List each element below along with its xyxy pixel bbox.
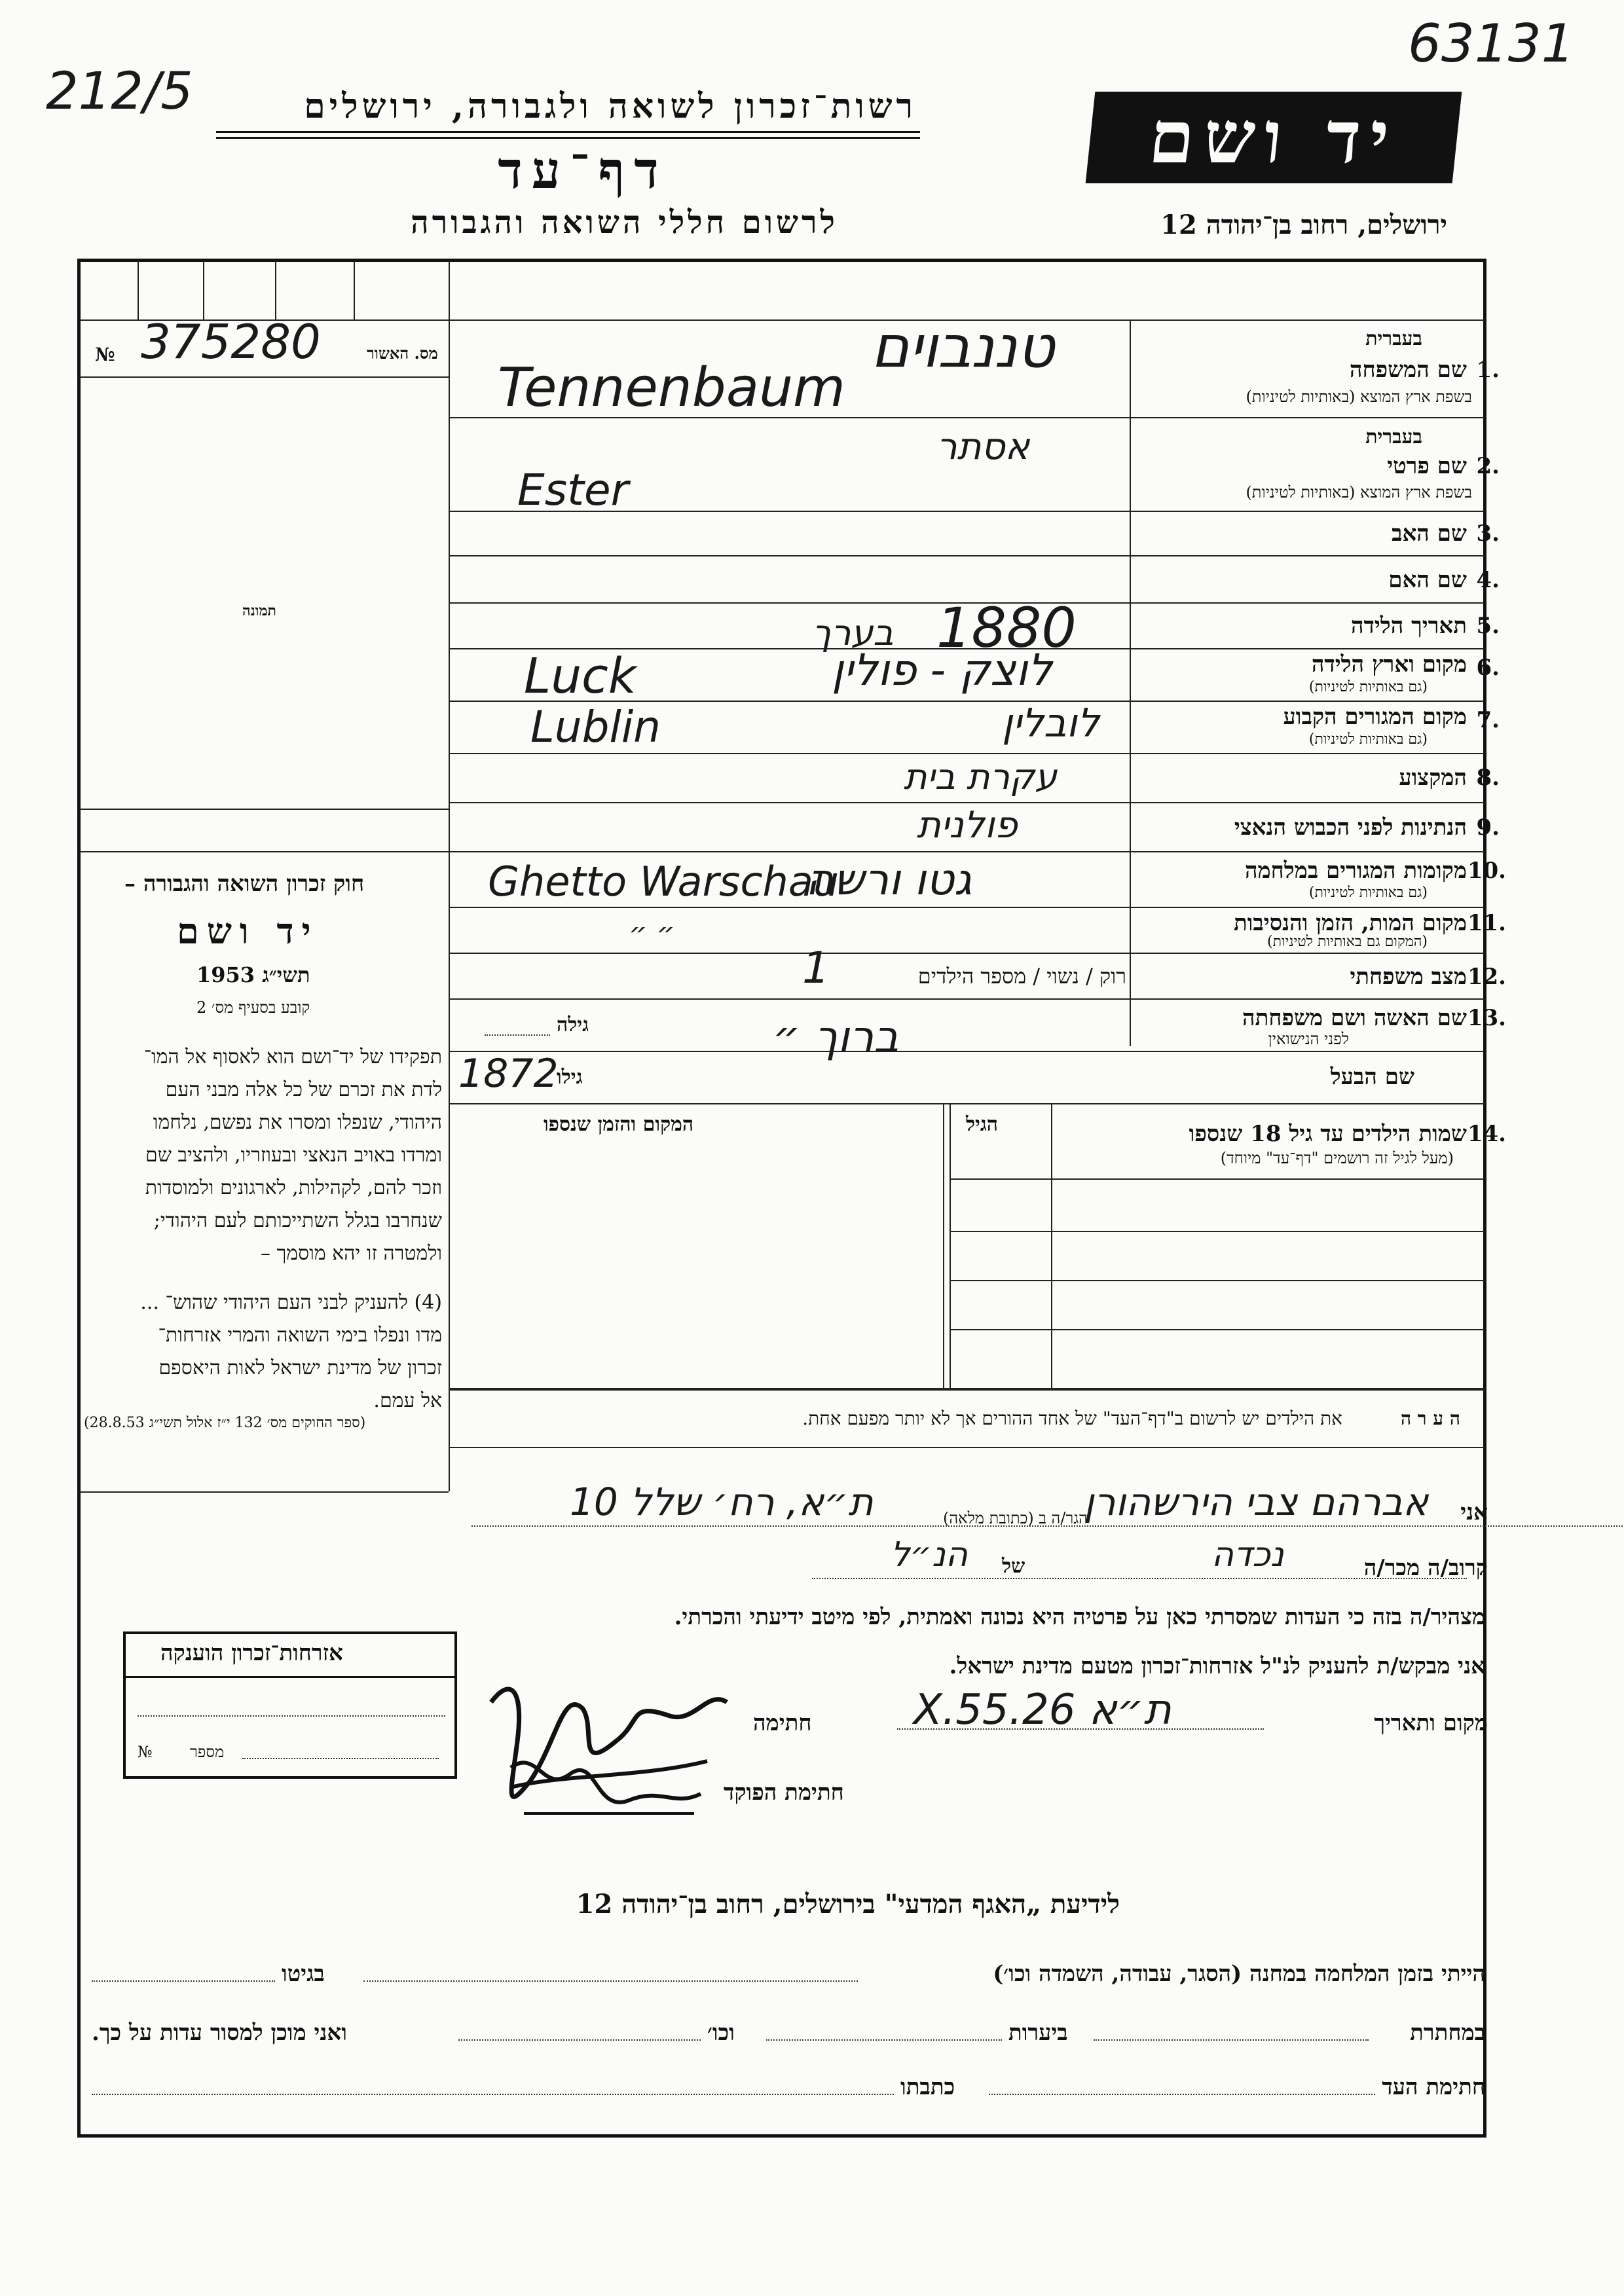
info-underground-label: במחתרת (1410, 2020, 1485, 2046)
citizenship-number-label: מספר (190, 1743, 225, 1761)
citizenship-no-sign: № (138, 1743, 153, 1761)
yad-vashem-logo: יד ושם (1086, 92, 1462, 183)
field-10-value-latin: Ghetto Warschau (488, 858, 840, 905)
field-12-number: 12. (1467, 964, 1506, 990)
info-camp-label: הייתי בזמן המלחמה במחנה (הסגר, עבודה, השמדה וכו׳) (993, 1961, 1485, 1987)
field-11-number: 11. (1467, 910, 1506, 936)
field-11-sub: (המקום גם באותיות לטיניות) (1267, 934, 1428, 950)
approval-number-value: 375280 (141, 314, 321, 369)
info-etc-label: וכו׳ (707, 2020, 735, 2046)
field-8-value: עקרת בית (904, 756, 1058, 797)
top-grid-divider (275, 261, 276, 319)
row-line (449, 851, 1485, 852)
law-line: ולמטרה זו יהא מוסמך – (261, 1242, 442, 1265)
row-line (449, 1051, 1485, 1052)
law-line: ומרדו באויב הנאצי ובעוזריו, ולהציב שם (145, 1144, 442, 1167)
law-line: תפקידו של יד־ושם הוא לאסוף אל המו־ (143, 1046, 442, 1068)
field-2-value-latin: Ester (517, 465, 629, 515)
field-1-label: שם המשפחה (1349, 357, 1467, 383)
approval-no-sign: № (95, 344, 115, 365)
note-text: את הילדים יש לרשום ב"דף־העד" של אחד ההורים אך לא יותר מפעם אחת. (802, 1408, 1342, 1429)
field-12-options: רוק / נשוי / מספר הילדים (917, 964, 1126, 989)
declarant-address: ת״א, רח׳ שלל 10 (570, 1480, 874, 1524)
field-5-number: 5. (1476, 613, 1500, 639)
field-13-label: שם האשה ושם משפחתה (1242, 1005, 1467, 1031)
field-4-number: 4. (1476, 567, 1500, 593)
field-2-value-hebrew: אסתר (936, 426, 1030, 468)
official-signature-label: חתימת הפוקד (724, 1779, 844, 1806)
field-9-value: פולנית (917, 804, 1018, 847)
field-7-sub: (גם באותיות לטיניות) (1308, 731, 1428, 748)
top-grid-divider (138, 261, 139, 319)
children-sub: (מעל לגיל זה רושמים "דף־עד" מיוחד) (1220, 1149, 1454, 1167)
info-underground-line (1094, 2039, 1369, 2041)
row-line (449, 998, 1485, 1000)
field-1-number: 1. (1476, 357, 1500, 383)
field-6-label: מקום וארץ הלידה (1311, 651, 1467, 678)
field-7-value-hebrew: לובלין (1002, 701, 1100, 746)
children-col-divider (950, 1103, 951, 1388)
info-forests-line (766, 2039, 1002, 2041)
law-line: מדו ונפלו בימי השואה והמרי אזרחות־ (158, 1324, 442, 1347)
witness-signature-label: חתימת העד (1382, 2074, 1485, 2100)
field-10-sub: (גם באותיות לטיניות) (1308, 884, 1428, 901)
relation-label: קרוב/ה מכר/ה (1363, 1555, 1488, 1581)
field-3-label: שם האב (1392, 520, 1467, 547)
field-7-label: מקום המגורים הקבוע (1283, 704, 1467, 730)
relation-line (812, 1578, 1467, 1579)
field-8-label: המקצוע (1399, 765, 1467, 791)
field-6-number: 6. (1476, 655, 1500, 681)
children-row-line (950, 1280, 1485, 1281)
children-bottom-line (449, 1388, 1485, 1391)
info-ghetto-label: בגיטו (282, 1961, 325, 1987)
approval-number-label: מס. האשור (367, 344, 438, 363)
top-grid-divider (354, 261, 355, 319)
signature-label: חתימה (753, 1710, 812, 1736)
field-11-value: ״ ״ (629, 917, 675, 950)
corner-handwritten-number-left: 212/5 (46, 62, 193, 121)
husband-birth-year: 1872 (458, 1051, 559, 1097)
field-3-number: 3. (1476, 520, 1500, 547)
law-year: תשי״ג 1953 (196, 962, 310, 987)
place-date-label: מקום ותאריך (1374, 1710, 1488, 1736)
address-label: הגר/ה ב (כתובת מלאה) (943, 1509, 1088, 1527)
children-place-header: המקום והזמן שנספו (544, 1113, 694, 1136)
field-7-value-latin: Lublin (530, 702, 661, 752)
field-1-value-latin: Tennenbaum (498, 357, 845, 419)
field-10-value-hebrew: גטו ורשה (805, 854, 972, 905)
field-2-hebrew-tag: בעברית (1365, 426, 1422, 448)
field-10-number: 10. (1467, 858, 1506, 884)
law-clause: קובע בסעיף מס׳ 2 (196, 998, 310, 1017)
field-12-label: מצב משפחתי (1350, 964, 1467, 990)
children-col-divider (943, 1103, 944, 1388)
declarant-line (471, 1525, 1624, 1527)
field-11-label: מקום המות, הזמן והנסיבות (1233, 910, 1467, 936)
place-date-line (897, 1728, 1264, 1730)
field-9-label: הנתינות לפני הכבוש הנאצי (1234, 814, 1467, 841)
husband-age-label: גילו (557, 1066, 583, 1089)
husband-label: שם הבעל (1330, 1064, 1414, 1090)
field-2-label: שם פרטי (1387, 453, 1467, 479)
approval-row-line (79, 376, 449, 378)
official-signature (498, 1735, 714, 1840)
law-line: לדת את זכרם של כל אלה מבני העם (165, 1078, 442, 1101)
citizenship-box-divider (123, 1676, 457, 1678)
row-line (449, 555, 1485, 556)
field-4-label: שם האם (1388, 567, 1467, 593)
law-line: (4) להעניק לבני העם היהודי שהוש־ ... (140, 1291, 442, 1314)
photo-bottom-line (79, 809, 449, 810)
field-13-age-dots (485, 1034, 550, 1036)
field-5-value-year: 1880 (936, 596, 1077, 660)
law-line: זכרון של מדינת ישראל לאות היאספם (158, 1357, 442, 1379)
field-8-number: 8. (1476, 765, 1500, 791)
row-line (449, 953, 1485, 954)
field-6-sub: (גם באותיות לטיניות) (1308, 679, 1428, 695)
field-2-number: 2. (1476, 453, 1500, 479)
field-1-hebrew-tag: בעברית (1365, 327, 1422, 350)
info-ghetto-line (92, 1980, 275, 1982)
field-9-number: 9. (1476, 814, 1500, 841)
row-line (449, 802, 1485, 803)
title-underline (216, 131, 920, 139)
of-label: של (1002, 1555, 1025, 1578)
children-number: 14. (1467, 1121, 1506, 1147)
place-date-value: ת״א 26.X.55 (913, 1686, 1172, 1734)
column-divider (449, 261, 450, 1491)
witness-address-label: כתבתו (900, 2074, 955, 2100)
children-row-line (950, 1329, 1485, 1330)
organization-address: ירושלים, רחוב בן־יהודה 12 (1160, 210, 1447, 240)
law-line: היהודי, שנפלו ומסרו את נפשם, נלחמו (153, 1111, 442, 1134)
field-13-age-label: גילה (557, 1013, 589, 1036)
children-label: שמות הילדים עד גיל 18 שנספו (1189, 1121, 1467, 1147)
field-5-label: תאריך הלידה (1350, 613, 1467, 639)
field-5-value-hebrew: בערך (812, 612, 894, 653)
info-etc-line (458, 2039, 701, 2041)
document-title: דף־עד (498, 141, 668, 200)
field-13-sub: לפני הנישואין (1268, 1030, 1349, 1048)
law-spacer (140, 1270, 442, 1286)
field-13-number: 13. (1467, 1005, 1506, 1031)
note-label: ה ע ר ה (1400, 1408, 1460, 1429)
law-title: חוק זכרון השואה והגבורה – (124, 871, 365, 897)
declarant-label: אני (1460, 1499, 1488, 1525)
declaration-statement: מצהיר/ה בזה כי העדות שמסרתי כאן על פרטיה היא נכונה ואמתית, לפי מיטב ידיעתי והכרתי. (674, 1604, 1485, 1630)
field-12-value: 1 (802, 943, 830, 993)
husband-name-value: ברוך ״ (773, 1011, 899, 1062)
note-bottom-line (449, 1447, 1485, 1448)
field-6-value-hebrew: לוצק - פולין (832, 645, 1052, 695)
declarant-name: אברהם צבי הירשהורן (1084, 1480, 1429, 1524)
citizenship-request: אני מבקש/ת להעניק לנ"ל אזרחות־זכרון מטעם מדינת ישראל. (949, 1653, 1485, 1679)
field-7-number: 7. (1476, 707, 1500, 733)
top-grid-divider (203, 261, 204, 319)
children-col-divider (1051, 1103, 1052, 1388)
field-1-sub: בשפת ארץ המוצא (באותיות לטיניות) (1246, 388, 1472, 406)
info-forests-label: ביערות (1008, 2020, 1068, 2046)
law-top-line (79, 851, 449, 852)
witness-address-line (92, 2094, 894, 2095)
info-title: לידיעת „האגף המדעי" בירושלים, רחוב בן־יהודה 12 (576, 1889, 1120, 1920)
field-6-value-latin: Luck (524, 648, 637, 704)
law-line: וזכר להם, לקהילות, לארגונים ולמוסדות (145, 1176, 442, 1199)
citizenship-box-title: אזרחות־זכרון הוענקה (160, 1640, 343, 1666)
relation-value: נכדה (1211, 1535, 1284, 1575)
left-bottom-line (79, 1491, 449, 1493)
children-row-line (950, 1178, 1485, 1180)
info-testimony-label: ואני מוכן למסור עדות על כך. (92, 2020, 347, 2046)
witness-signature-line (989, 2094, 1375, 2095)
document-subtitle: לרשום חללי השואה והגבורה (411, 204, 838, 241)
law-name: יד ושם (177, 910, 319, 952)
row-line (449, 1103, 1485, 1104)
organization-title: רשות־זכרון לשואה ולגבורה, ירושלים (304, 86, 917, 126)
law-body (140, 1041, 442, 1417)
children-age-header: הגיל (966, 1113, 999, 1136)
corner-handwritten-number-right: 63131 (1408, 13, 1575, 74)
children-row-line (950, 1231, 1485, 1232)
law-line: אל עמם. (373, 1389, 442, 1412)
field-10-label: מקומות המגורים במלחמה (1244, 858, 1467, 884)
law-line: שנחרבו בגלל השתייכותם לעם היהודי; (153, 1209, 442, 1232)
row-line (449, 907, 1485, 908)
photo-label: תמונה (242, 602, 276, 619)
info-camp-line (363, 1980, 858, 1982)
row-line (449, 753, 1485, 754)
field-2-sub: בשפת ארץ המוצא (באותיות לטיניות) (1246, 483, 1472, 501)
label-column-divider (1130, 319, 1131, 1046)
field-1-value-hebrew: טננבוים (871, 313, 1055, 380)
citizenship-number-line (242, 1758, 439, 1759)
law-reference: (ספר החוקים מס׳ 132 י״ז אלול תשי״ג 28.8.53) (84, 1415, 366, 1431)
citizenship-box-line (138, 1715, 445, 1717)
of-value: הנ״ל (891, 1535, 968, 1575)
